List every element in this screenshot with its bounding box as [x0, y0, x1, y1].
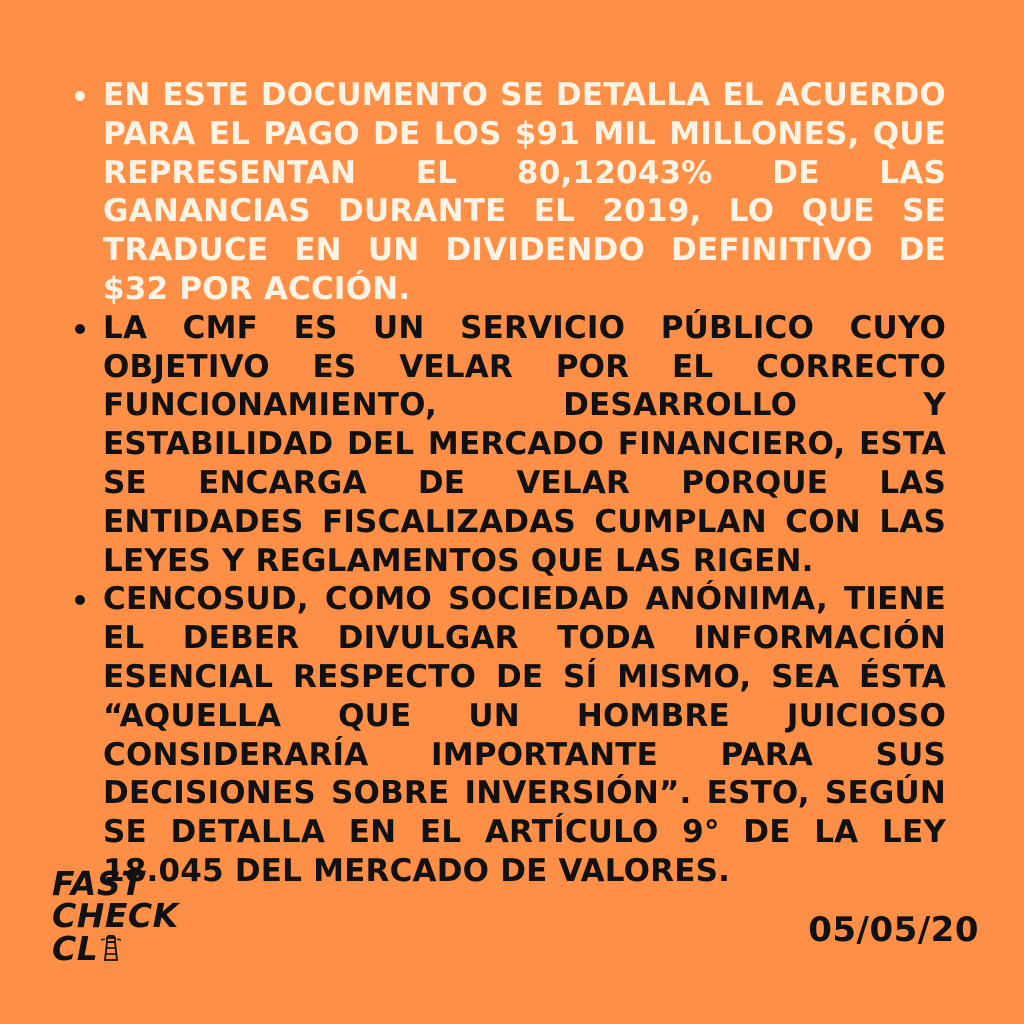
- publication-date: 05/05/20: [808, 910, 979, 950]
- logo-line-fast: FAST: [52, 864, 145, 903]
- bullet-list: [70, 76, 946, 891]
- bullet-dot: [75, 324, 85, 334]
- bullet-text: CENCOSUD, COMO SOCIEDAD ANÓNIMA, TIENE EL DEBER DIVULGAR TODA INFORMACIÓN ESENCIAL RESPECTO DE SÍ MISMO, SEA ÉSTA “AQUELLA QUE UN HOMBRE JUICIOSO CONSIDERARÍA IMPORTANTE PARA SUS DECISIONES SOBRE INVERSIÓN”. ESTO, SEGÚN SE DETALLA EN EL ARTÍCULO 9° DE LA LEY 18.045 DEL MERCADO DE VALORES.: [103, 581, 946, 889]
- bullet-text: EN ESTE DOCUMENTO SE DETALLA EL ACUERDO PARA EL PAGO DE LOS $91 MIL MILLONES, QUE REPRESENTAN EL 80,12043% DE LAS GANANCIAS DURANTE EL 2019, LO QUE SE TRADUCE EN UN DIVIDENDO DEFINITIVO DE $32 POR ACCIÓN.: [103, 77, 946, 307]
- bullet-dividend-agreement: [70, 76, 946, 309]
- bullet-cencosud-duty: [70, 580, 946, 890]
- fastcheck-logo: [52, 864, 179, 968]
- bullet-dot: [75, 91, 85, 101]
- bullet-dot: [75, 595, 85, 605]
- logo-text-cl: CL: [52, 929, 99, 968]
- lighthouse-icon: [100, 932, 122, 967]
- logo-line-check: CHECK: [52, 896, 179, 935]
- logo-line-cl: [52, 929, 179, 968]
- bullet-cmf-description: [70, 309, 946, 581]
- bullet-text: LA CMF ES UN SERVICIO PÚBLICO CUYO OBJETIVO ES VELAR POR EL CORRECTO FUNCIONAMIENTO, DESARROLLO Y ESTABILIDAD DEL MERCADO FINANCIERO, ESTA SE ENCARGA DE VELAR PORQUE LAS ENTIDADES FISCALIZADAS CUMPLAN CON LAS LEYES Y REGLAMENTOS QUE LAS RIGEN.: [103, 309, 946, 579]
